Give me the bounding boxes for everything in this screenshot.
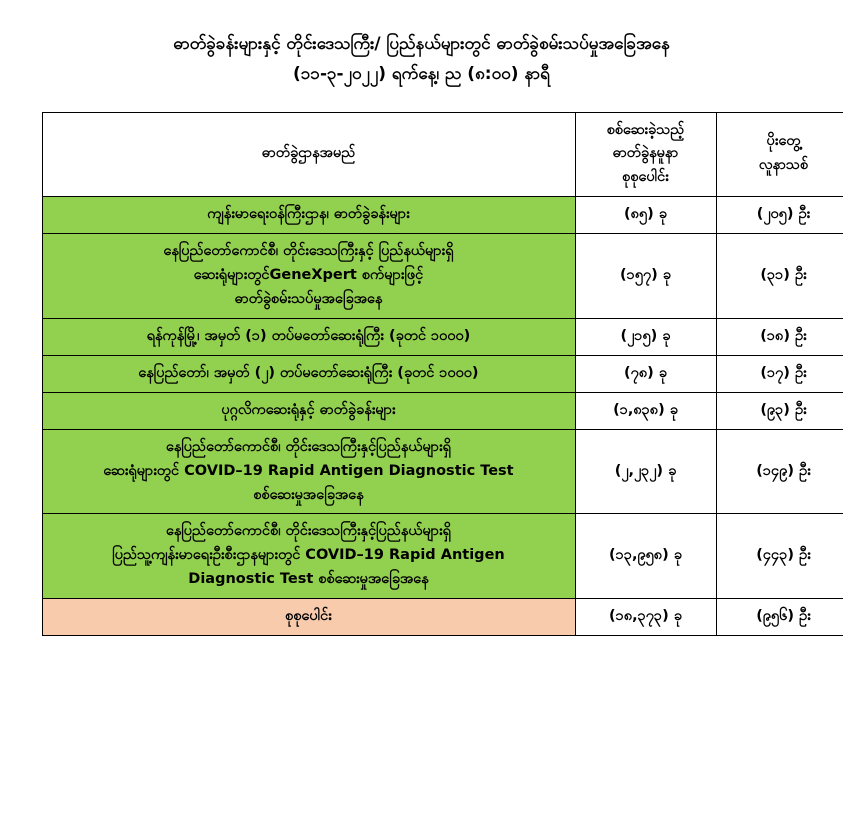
table-body xyxy=(42,197,843,636)
table-row xyxy=(42,234,843,319)
table-total-row xyxy=(42,599,843,636)
row-total-tests: (၁,၈၃၈) ခု xyxy=(575,392,716,429)
row-new-cases: (၂၀၅) ဦး xyxy=(716,197,843,234)
row-lab-name-line: ပုဂ္ဂလိကဆေးရုံနှင့် ဓာတ်ခွဲခန်းများ xyxy=(221,401,396,418)
row-new-cases: (၁၄၉) ဦး xyxy=(716,429,843,514)
row-lab-name xyxy=(42,234,575,319)
title-line-2: (၁၁-၃-၂၀၂၂) ရက်နေ့၊ ည (၈:၀၀) နာရီ xyxy=(293,63,550,84)
row-lab-name-line: နေပြည်တော်ကောင်စီ၊ တိုင်းဒေသကြီးနှင့် ပြည်နယ်များရှိ xyxy=(163,243,454,260)
column-header-new-cases xyxy=(716,112,843,197)
row-lab-name-line: ဆေးရုံများတွင်GeneXpert စက်များဖြင့် xyxy=(193,267,424,284)
column-header-total-tests xyxy=(575,112,716,197)
lab-testing-table xyxy=(42,112,843,637)
row-new-cases: (၁၈) ဦး xyxy=(716,318,843,355)
total-label: စုစုပေါင်း xyxy=(42,599,575,636)
document-title xyxy=(0,0,843,90)
column-header-lab-name: ဓာတ်ခွဲဌာနအမည် xyxy=(42,112,575,197)
row-new-cases: (၁၇) ဦး xyxy=(716,355,843,392)
row-lab-name-line: စစ်ဆေးမှုအခြေအနေ xyxy=(253,486,364,503)
table-row xyxy=(42,429,843,514)
row-lab-name-line: နေပြည်တော်ကောင်စီ၊ တိုင်းဒေသကြီးနှင့်ပြည်နယ်များရှိ xyxy=(165,523,452,540)
row-total-tests: (၇၈) ခု xyxy=(575,355,716,392)
row-lab-name xyxy=(42,514,575,599)
table-row xyxy=(42,197,843,234)
table-row xyxy=(42,514,843,599)
table-row xyxy=(42,355,843,392)
column-header-total-tests-line-1: စစ်ဆေးခဲ့သည့် xyxy=(606,121,685,138)
column-header-total-tests-line-3: စုစုပေါင်း xyxy=(622,169,669,186)
row-total-tests: (၈၅) ခု xyxy=(575,197,716,234)
row-total-tests: (၁၅၇) ခု xyxy=(575,234,716,319)
row-lab-name-line: ဓာတ်ခွဲစမ်းသပ်မှုအခြေအနေ xyxy=(234,291,383,308)
report-table-wrapper xyxy=(42,112,811,637)
table-header-row xyxy=(42,112,843,197)
row-lab-name-line: Diagnostic Test စစ်ဆေးမှုအခြေအနေ xyxy=(188,571,429,588)
title-line-1: ဓာတ်ခွဲခန်းများနှင့် တိုင်းဒေသကြီး/ ပြည်နယ်များတွင် ဓာတ်ခွဲစမ်းသပ်မှုအခြေအနေ xyxy=(173,34,670,54)
row-new-cases: (၉၃) ဦး xyxy=(716,392,843,429)
row-lab-name xyxy=(42,392,575,429)
row-lab-name xyxy=(42,355,575,392)
table-header xyxy=(42,112,843,197)
row-lab-name-line: နေပြည်တော်၊ အမှတ် (၂) တပ်မတော်ဆေးရုံကြီး (ခုတင် ၁၀၀၀) xyxy=(138,364,479,381)
row-lab-name-line: ပြည်သူ့ကျန်းမာရေးဦးစီးဌာနများတွင် COVID–19 Rapid Antigen xyxy=(112,547,505,564)
row-lab-name xyxy=(42,429,575,514)
row-total-tests: (၁၃,၉၅၈) ခု xyxy=(575,514,716,599)
row-total-tests: (၂၁၅) ခု xyxy=(575,318,716,355)
column-header-new-cases-line-1: ပိုးတွေ့ xyxy=(766,133,801,150)
column-header-new-cases-line-2: လူနာသစ် xyxy=(758,157,809,174)
row-lab-name-line: နေပြည်တော်ကောင်စီ၊ တိုင်းဒေသကြီးနှင့်ပြည်နယ်များရှိ xyxy=(165,438,452,455)
row-lab-name xyxy=(42,197,575,234)
row-new-cases: (၄၄၃) ဦး xyxy=(716,514,843,599)
row-lab-name-line: ကျန်းမာရေးဝန်ကြီးဌာန၊ ဓာတ်ခွဲခန်းများ xyxy=(207,206,410,223)
column-header-total-tests-line-2: ဓာတ်ခွဲနမူနာ xyxy=(612,145,679,162)
total-tests: (၁၈,၃၇၃) ခု xyxy=(575,599,716,636)
row-total-tests: (၂,၂၃၂) ခု xyxy=(575,429,716,514)
row-lab-name xyxy=(42,318,575,355)
row-new-cases: (၃၁) ဦး xyxy=(716,234,843,319)
table-row xyxy=(42,392,843,429)
total-cases: (၉၅၆) ဦး xyxy=(716,599,843,636)
row-lab-name-line: ဆေးရုံများတွင် COVID–19 Rapid Antigen Diagnostic Test xyxy=(103,462,514,479)
row-lab-name-line: ရန်ကုန်မြို့၊ အမှတ် (၁) တပ်မတော်ဆေးရုံကြီး (ခုတင် ၁၀၀၀) xyxy=(146,327,471,344)
table-row xyxy=(42,318,843,355)
